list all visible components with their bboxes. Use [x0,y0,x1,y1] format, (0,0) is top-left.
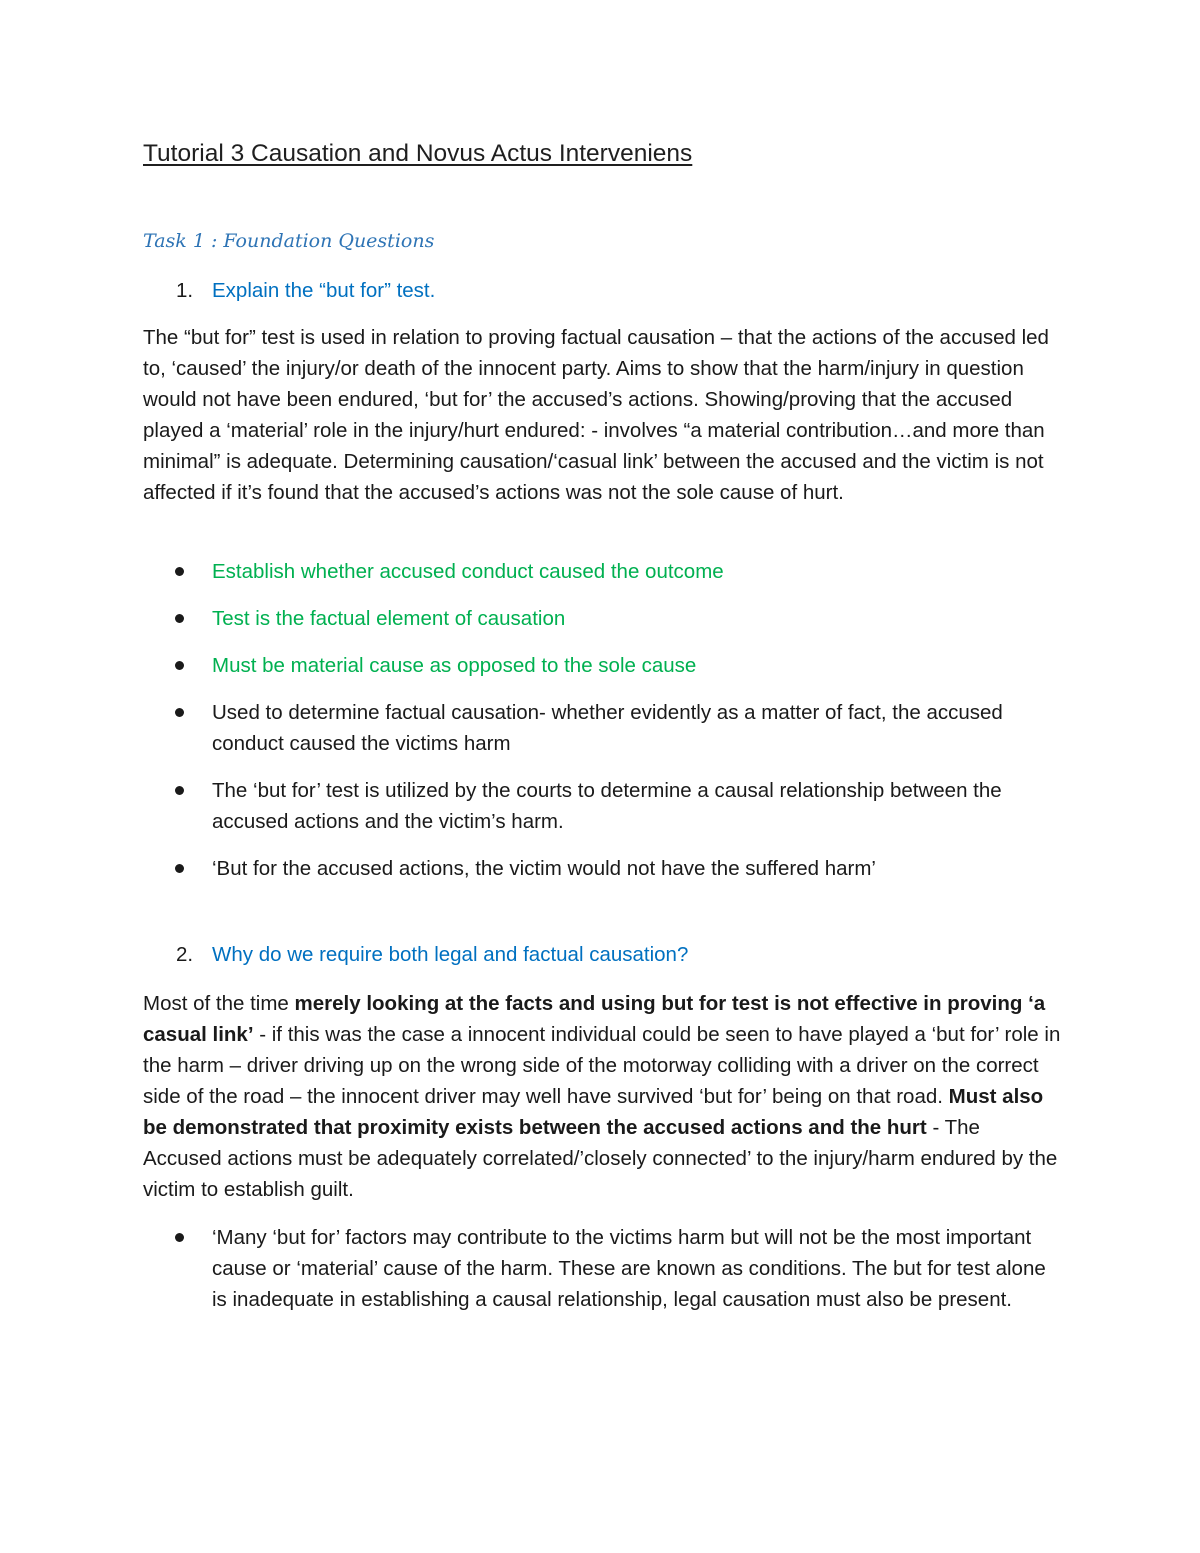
bullet-text: ‘Many ‘but for’ factors may contribute to the victims harm but will not be the most important cause or ‘material’ cause of the harm. These are known as conditions. The but for test alone is inadequate in establishing a causal relationship, legal causation must also be present. [212,1226,1046,1311]
bullet-icon [175,864,184,873]
bullet-icon [175,614,184,623]
list-item [143,556,1063,587]
task-heading: Task 1 : Foundation Questions [143,230,435,252]
answer-2-bullet-list [143,1222,1063,1331]
answer-2-text: - if this was the case a innocent individual could be seen to have played a ‘but for’ role in the harm – driver driving up on the wrong side of the motorway colliding with a driver on the correct side of the road – the innocent driver may well have survived ‘but for’ being on that road. [143,1023,1061,1108]
answer-2-bold-text: merely looking at the facts and using but for test is not effective in proving ‘a casual link’ [143,992,1046,1046]
answer-2-paragraph [143,988,1063,1205]
question-2-number: 2. [176,943,194,966]
bullet-text: ‘But for the accused actions, the victim would not have the suffered harm’ [212,857,876,880]
list-item [143,775,1063,837]
question-2-text: Why do we require both legal and factual causation? [212,943,689,966]
list-item [143,650,1063,681]
answer-2-bold-text: Must also be demonstrated that proximity exists between the accused actions and the hurt [143,1085,1044,1139]
bullet-icon [175,708,184,717]
question-1-number: 1. [176,279,194,302]
list-item [143,853,1063,884]
list-item [143,603,1063,634]
bullet-text: The ‘but for’ test is utilized by the courts to determine a causal relationship between the accused actions and the victim’s harm. [212,779,1002,833]
bullet-text: Establish whether accused conduct caused the outcome [212,560,724,583]
bullet-text: Test is the factual element of causation [212,607,566,630]
list-item [143,1222,1063,1315]
answer-1-bullet-list [143,556,1063,900]
answer-2-text: Most of the time [143,992,295,1015]
bullet-text: Used to determine factual causation- whether evidently as a matter of fact, the accused conduct caused the victims harm [212,701,1003,755]
bullet-icon [175,661,184,670]
bullet-icon [175,786,184,795]
bullet-icon [175,1233,184,1242]
question-1-text: Explain the “but for” test. [212,279,436,302]
bullet-text: Must be material cause as opposed to the sole cause [212,654,697,677]
answer-1-paragraph: The “but for” test is used in relation to proving factual causation – that the actions of the accused led to, ‘caused’ the injury/or death of the innocent party. Aims to show that the harm/injury in question would not have been endured, ‘but for’ the accused’s actions. Showing/proving that the accused played a ‘material’ role in the injury/hurt endured: - involves “a material contribution…and more than minimal” is adequate. Determining causation/‘casual link’ between the accused and the victim is not affected if it’s found that the accused’s actions was not the sole cause of hurt. [143,326,1049,504]
bullet-icon [175,567,184,576]
list-item [143,697,1063,759]
document-title: Tutorial 3 Causation and Novus Actus Interveniens [143,140,693,167]
answer-2-text: - The Accused actions must be adequately correlated/’closely connected’ to the injury/harm endured by the victim to establish guilt. [143,1116,1058,1201]
